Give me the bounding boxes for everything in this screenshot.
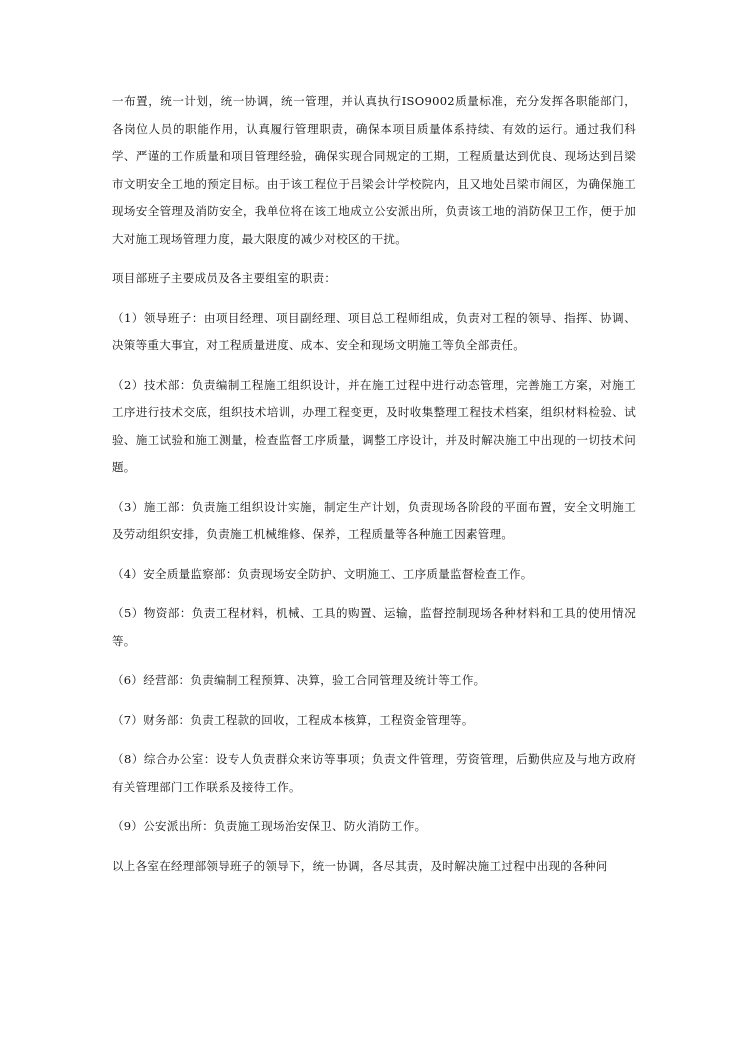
duty-item-leadership: （1）领导班子：由项目经理、项目副经理、项目总工程师组成，负责对工程的领导、指挥、协调、决策等重大事宜，对工程质量进度、成本、安全和现场文明施工等负全部责任。: [112, 310, 636, 352]
closing-paragraph: 以上各室在经理部领导班子的领导下，统一协调，各尽其责，及时解决施工过程中出现的各种问: [112, 858, 608, 873]
duty-item-finance: （7）财务部：负责工程款的回收，工程成本核算，工程资金管理等。: [112, 712, 474, 727]
duty-item-materials: （5）物资部：负责工程材料，机械、工具的购置、运输，监督控制现场各种材料和工具的使用情况等。: [112, 606, 636, 648]
duty-item-safety-quality: （4）安全质量监察部：负责现场安全防护、文明施工、工序质量监督检查工作。: [112, 566, 533, 581]
duty-item-police-station: （9）公安派出所：负责施工现场治安保卫、防火消防工作。: [112, 819, 427, 833]
duty-item-technical: （2）技术部：负责编制工程施工组织设计，并在施工过程中进行动态管理，完善施工方案，对施工工序进行技术交底，组织技术培训，办理工程变更，及时收集整理工程技术档案，组织材料检验、试验、施工试验和施工测量，检查监督工序质量，调整工序设计，并及时解决施工中出现的一切技术问题。: [112, 377, 636, 474]
document-page: [112, 88, 636, 880]
duty-item-construction: （3）施工部：负责施工组织设计实施，制定生产计划，负责现场各阶段的平面布置，安全文明施工及劳动组织安排，负责施工机械维修、保养，工程质量等各种施工因素管理。: [112, 499, 636, 541]
duty-item-operations: （6）经营部：负责编制工程预算、决算，验工合同管理及统计等工作。: [112, 673, 486, 687]
duty-item-general-office: （8）综合办公室：设专人负责群众来访等事项；负责文件管理，劳资管理，后勤供应及与地方政府有关管理部门工作联系及接待工作。: [112, 752, 636, 794]
intro-paragraph: 一布置，统一计划，统一协调，统一管理，并认真执行ISO9002质量标准，充分发挥各职能部门，各岗位人员的职能作用，认真履行管理职责，确保本项目质量体系持续、有效的运行。通过我们科学、严谨的工作质量和项目管理经验，确保实现合同规定的工期，工程质量达到优良、现场达到吕梁市文明安全工地的预定目标。由于该工程位于吕梁会计学校院内，且又地处吕梁市闹区，为确保施工现场安全管理及消防安全，我单位将在该工地成立公安派出所，负责该工地的消防保卫工作，便于加大对施工现场管理力度，最大限度的减少对校区的干扰。: [112, 94, 636, 246]
duties-heading: 项目部班子主要成员及各主要组室的职责：: [112, 271, 337, 285]
